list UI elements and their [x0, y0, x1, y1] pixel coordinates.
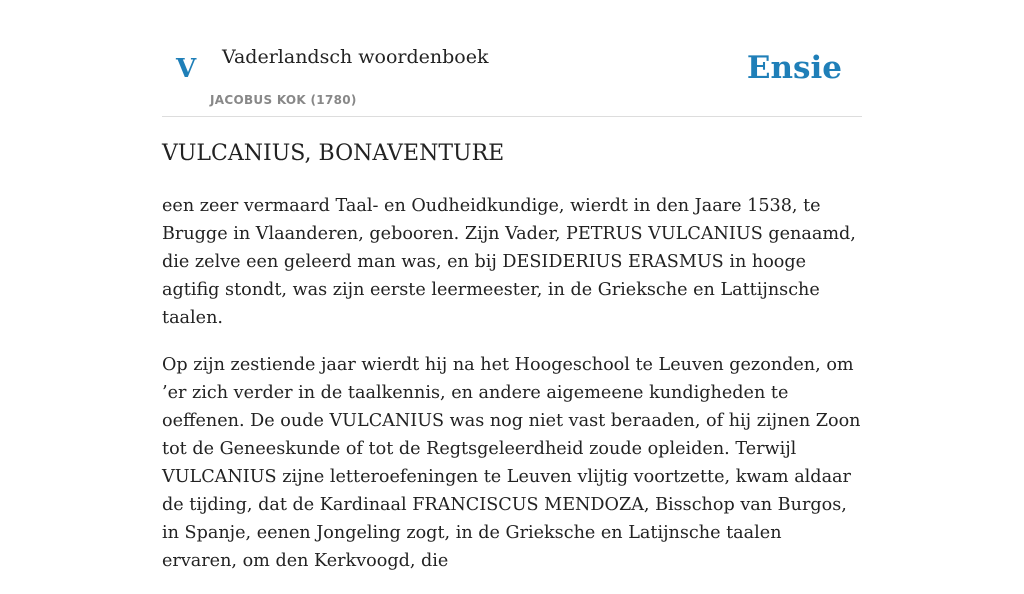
dictionary-title-link[interactable]: Vaderlandsch woordenboek — [222, 46, 489, 68]
entry-paragraph: Op zijn zestiende jaar wierdt hij na het Hoogeschool te Leuven gezonden, om ’er zich verder in de taalkennis, en andere aigemeene kundigheden te oeffenen. De oude VULCANIUS was nog niet vast beraaden, of hij zijnen Zoon tot de Geneeskunde of tot de Regtsgeleerdheid zoude opleiden. Terwijl VULCANIUS zijne letteroefeningen te Leuven vlijtig voortzette, kwam aldaar de tijding, dat de Kardinaal FRANCISCUS MENDOZA, Bisschop van Burgos, in Spanje, eenen Jongeling zogt, in de Grieksche en Latijnsche taalen ervaren, om den Kerkvoogd, die — [162, 355, 861, 571]
entry-paragraph: een zeer vermaard Taal- en Oudheidkundige, wierdt in den Jaare 1538, te Brugge in Vlaanderen, gebooren. Zijn Vader, PETRUS VULCANIUS genaamd, die zelve een geleerd man was, en bij DESIDERIUS ERASMUS in hooge agtifig stondt, was zijn eerste leermeester, in de Grieksche en Lattijnsche taalen. — [162, 196, 856, 328]
page-header — [162, 0, 862, 117]
entry-title: VULCANIUS, BONAVENTURE — [162, 141, 505, 166]
dictionary-author: JACOBUS KOK (1780) — [210, 93, 357, 107]
letter-index-link[interactable]: V — [176, 54, 197, 84]
entry-body — [162, 192, 862, 594]
ensie-logo[interactable]: Ensie — [746, 50, 842, 86]
page — [162, 0, 862, 571]
